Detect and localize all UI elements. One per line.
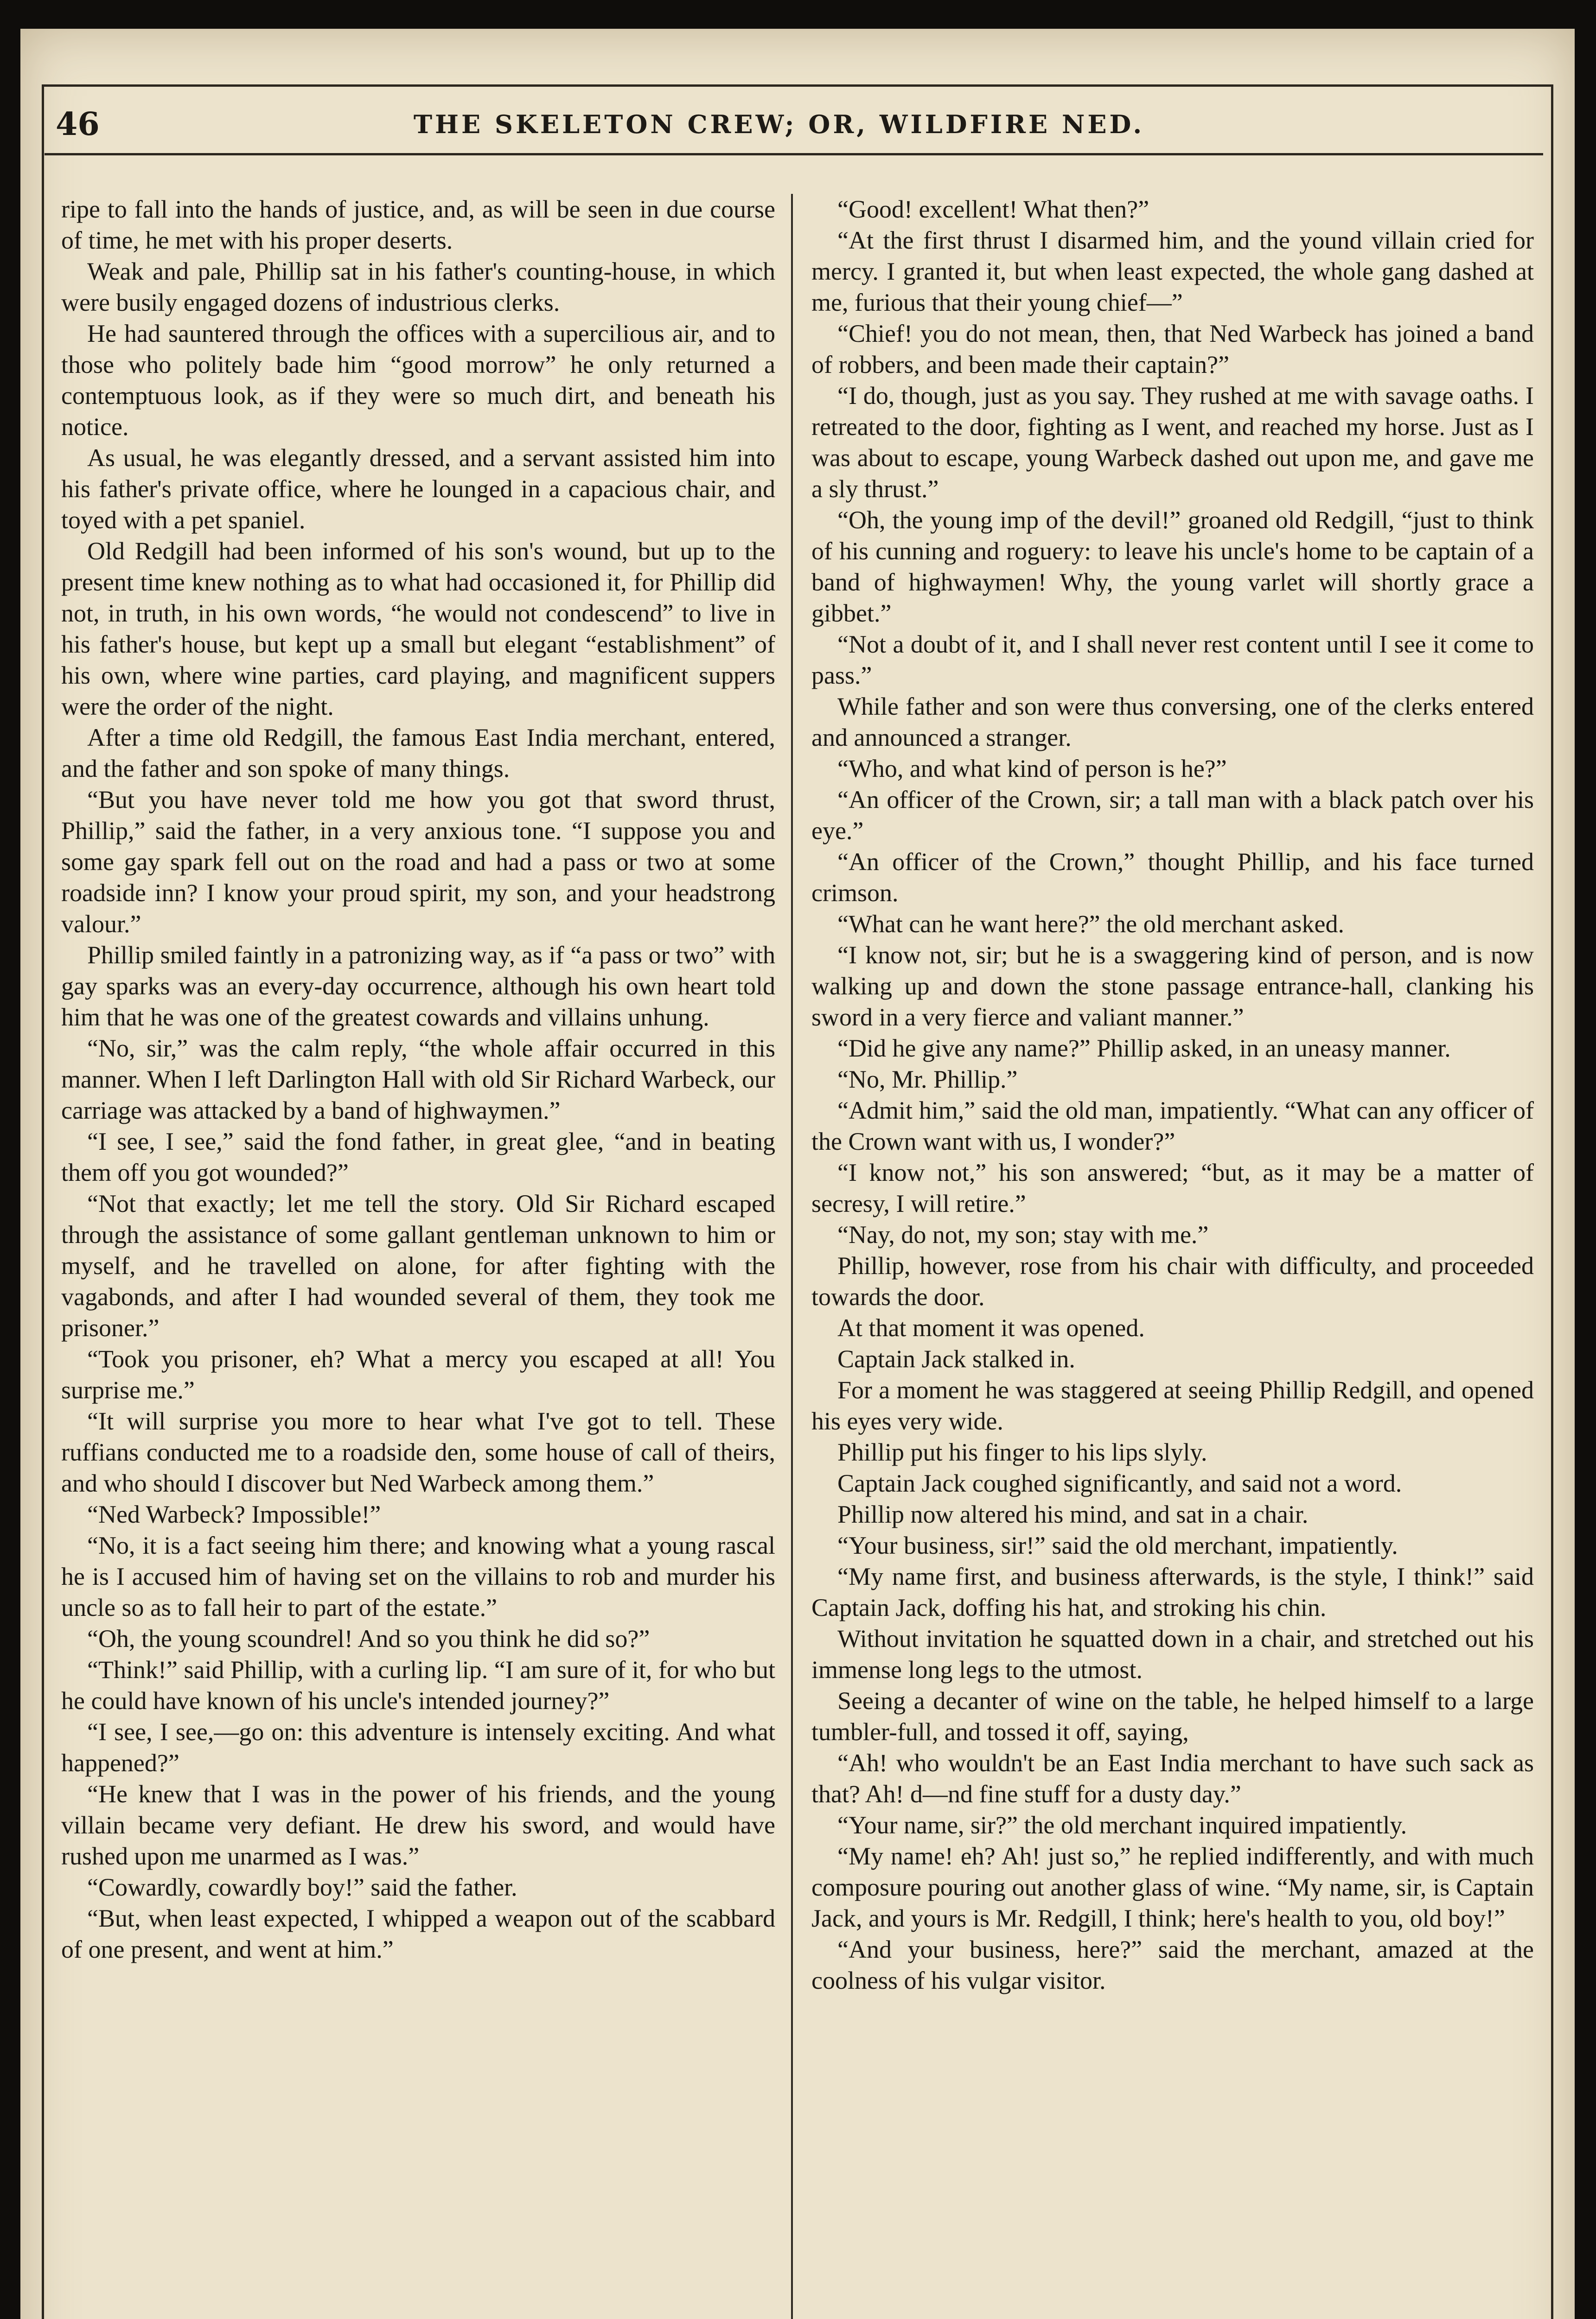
paragraph: Captain Jack coughed significantly, and said not a word. (837, 1469, 1402, 1497)
paragraph: “I do, though, just as you say. They rushed at me with savage oaths. I retreated to the door, fighting as I went, and reached my horse. Just as I was about to escape, young Warbeck dashed out upon me, and gave me a sly thrust.” (811, 382, 1534, 503)
paragraph: Phillip put his finger to his lips slyly. (837, 1438, 1207, 1466)
paragraph: “Did he give any name?” Phillip asked, in an uneasy manner. (837, 1034, 1451, 1062)
left-column (61, 194, 775, 2319)
paragraph: As usual, he was elegantly dressed, and a servant assisted him into his father's private office, where he lounged in a capacious chair, and toyed with a pet spaniel. (61, 444, 775, 534)
paragraph: “An officer of the Crown,” thought Phillip, and his face turned crimson. (811, 848, 1534, 907)
paragraph: “Think!” said Phillip, with a curling lip. “I am sure of it, for who but he could have known of his uncle's intended journey?” (61, 1656, 775, 1715)
paragraph: Phillip now altered his mind, and sat in a chair. (837, 1500, 1309, 1528)
paragraph: “It will surprise you more to hear what I've got to tell. These ruffians conducted me to a roadside den, some house of call of theirs, and who should I discover but Ned Warbeck among them.” (61, 1407, 775, 1497)
paragraph: Phillip smiled faintly in a patronizing way, as if “a pass or two” with gay sparks was an every-day occurrence, although his own heart told him that he was one of the greatest cowards and villains unhung. (61, 941, 775, 1031)
paragraph: “Not that exactly; let me tell the story. Old Sir Richard escaped through the assistance of some gallant gentleman unknown to him or myself, and he travelled on alone, for after fighting with the vagabonds, and after I had wounded several of them, they took me prisoner.” (61, 1190, 775, 1342)
paragraph: “Nay, do not, my son; stay with me.” (837, 1221, 1209, 1249)
paragraph: “At the first thrust I disarmed him, and the yound villain cried for mercy. I granted it, but when least expected, the whole gang dashed at me, furious that their young chief—” (811, 226, 1534, 316)
paragraph: Seeing a decanter of wine on the table, he helped himself to a large tumbler-full, and tossed it off, saying, (811, 1687, 1534, 1746)
paragraph: “Your name, sir?” the old merchant inquired impatiently. (837, 1811, 1407, 1839)
paragraph: “Oh, the young scoundrel! And so you think he did so?” (87, 1625, 650, 1653)
paragraph: “Your business, sir!” said the old merchant, impatiently. (837, 1531, 1398, 1559)
paragraph: “He knew that I was in the power of his friends, and the young villain became very defiant. He drew his sword, and would have rushed upon me unarmed as I was.” (61, 1780, 775, 1870)
paragraph: For a moment he was staggered at seeing Phillip Redgill, and opened his eyes very wide. (811, 1376, 1534, 1435)
paragraph: “Ned Warbeck? Impossible!” (87, 1500, 381, 1528)
paragraph: He had sauntered through the offices with a supercilious air, and to those who politely bade him “good morrow” he only returned a contemptuous look, as if they were so much dirt, and beneath his notice. (61, 320, 775, 441)
paragraph: “Chief! you do not mean, then, that Ned Warbeck has joined a band of robbers, and been made their captain?” (811, 320, 1534, 378)
paragraph: While father and son were thus conversing, one of the clerks entered and announced a stranger. (811, 692, 1534, 751)
paragraph: Without invitation he squatted down in a chair, and stretched out his immense long legs to the utmost. (811, 1625, 1534, 1684)
paragraph: “No, it is a fact seeing him there; and knowing what a young rascal he is I accused him of having set on the villains to rob and murder his uncle so as to fall heir to part of the estate.” (61, 1531, 775, 1621)
paragraph: ripe to fall into the hands of justice, and, as will be seen in due course of time, he met with his proper deserts. (61, 195, 775, 254)
running-title: THE SKELETON CREW; OR, WILDFIRE NED. (413, 109, 1145, 139)
paragraph: Phillip, however, rose from his chair with difficulty, and proceeded towards the door. (811, 1252, 1534, 1311)
paragraph: “No, Mr. Phillip.” (837, 1065, 1018, 1093)
column-divider (791, 194, 793, 2319)
paragraph: “I see, I see,—go on: this adventure is intensely exciting. And what happened?” (61, 1718, 775, 1777)
paragraph: “I know not, sir; but he is a swaggering kind of person, and is now walking up and down the stone passage entrance-hall, clanking his sword in a very fierce and valiant manner.” (811, 941, 1534, 1031)
paragraph: “Ah! who wouldn't be an East India merchant to have such sack as that? Ah! d—nd fine stuff for a dusty day.” (811, 1749, 1534, 1808)
paragraph: “Not a doubt of it, and I shall never rest content until I see it come to pass.” (811, 630, 1534, 689)
paragraph: “Cowardly, cowardly boy!” said the father. (87, 1873, 517, 1901)
paragraph: “But you have never told me how you got that sword thrust, Phillip,” said the father, in a very anxious tone. “I suppose you and some gay spark fell out on the road and had a pass or two at some roadside inn? I know your proud spirit, my son, and your headstrong valour.” (61, 786, 775, 938)
paragraph: Weak and pale, Phillip sat in his father's counting-house, in which were busily engaged dozens of industrious clerks. (61, 257, 775, 316)
paragraph: Old Redgill had been informed of his son's wound, but up to the present time knew nothing as to what had occasioned it, for Phillip did not, in truth, in his own words, “he would not condescend” to live in his father's house, but kept up a small but elegant “establishment” of his own, where wine parties, card playing, and magnificent suppers were the order of the night. (61, 537, 775, 720)
paragraph: “An officer of the Crown, sir; a tall man with a black patch over his eye.” (811, 786, 1534, 845)
paragraph: “My name first, and business afterwards, is the style, I think!” said Captain Jack, doffing his hat, and stroking his chin. (811, 1563, 1534, 1621)
page-number: 46 (56, 106, 100, 143)
paragraph: “Took you prisoner, eh? What a mercy you escaped at all! You surprise me.” (61, 1345, 775, 1404)
paragraph: “Who, and what kind of person is he?” (837, 755, 1227, 782)
paragraph: “I see, I see,” said the fond father, in great glee, “and in beating them off you got wounded?” (61, 1127, 775, 1186)
paragraph: “I know not,” his son answered; “but, as it may be a matter of secresy, I will retire.” (811, 1159, 1534, 1217)
paragraph: After a time old Redgill, the famous East India merchant, entered, and the father and son spoke of many things. (61, 724, 775, 782)
right-column (811, 194, 1534, 2319)
paragraph: “Oh, the young imp of the devil!” groaned old Redgill, “just to think of his cunning and roguery: to leave his uncle's home to be captain of a band of highwaymen! Why, the young varlet will shortly grace a gibbet.” (811, 506, 1534, 627)
paragraph: “Good! excellent! What then?” (837, 195, 1149, 223)
page-header (37, 106, 1536, 147)
paragraph: “My name! eh? Ah! just so,” he replied indifferently, and with much composure pouring out another glass of wine. “My name, sir, is Captain Jack, and yours is Mr. Redgill, I think; here's health to you, old boy!” (811, 1842, 1534, 1932)
paragraph: “What can he want here?” the old merchant asked. (837, 910, 1344, 938)
header-rule (45, 153, 1543, 155)
paragraph: At that moment it was opened. (837, 1314, 1145, 1342)
paragraph: “But, when least expected, I whipped a weapon out of the scabbard of one present, and went at him.” (61, 1904, 775, 1963)
paragraph: “No, sir,” was the calm reply, “the whole affair occurred in this manner. When I left Darlington Hall with old Sir Richard Warbeck, our carriage was attacked by a band of highwaymen.” (61, 1034, 775, 1124)
paragraph: “And your business, here?” said the merchant, amazed at the coolness of his vulgar visitor. (811, 1935, 1534, 1994)
paragraph: “Admit him,” said the old man, impatiently. “What can any officer of the Crown want with us, I wonder?” (811, 1096, 1534, 1155)
paragraph: Captain Jack stalked in. (837, 1345, 1075, 1373)
